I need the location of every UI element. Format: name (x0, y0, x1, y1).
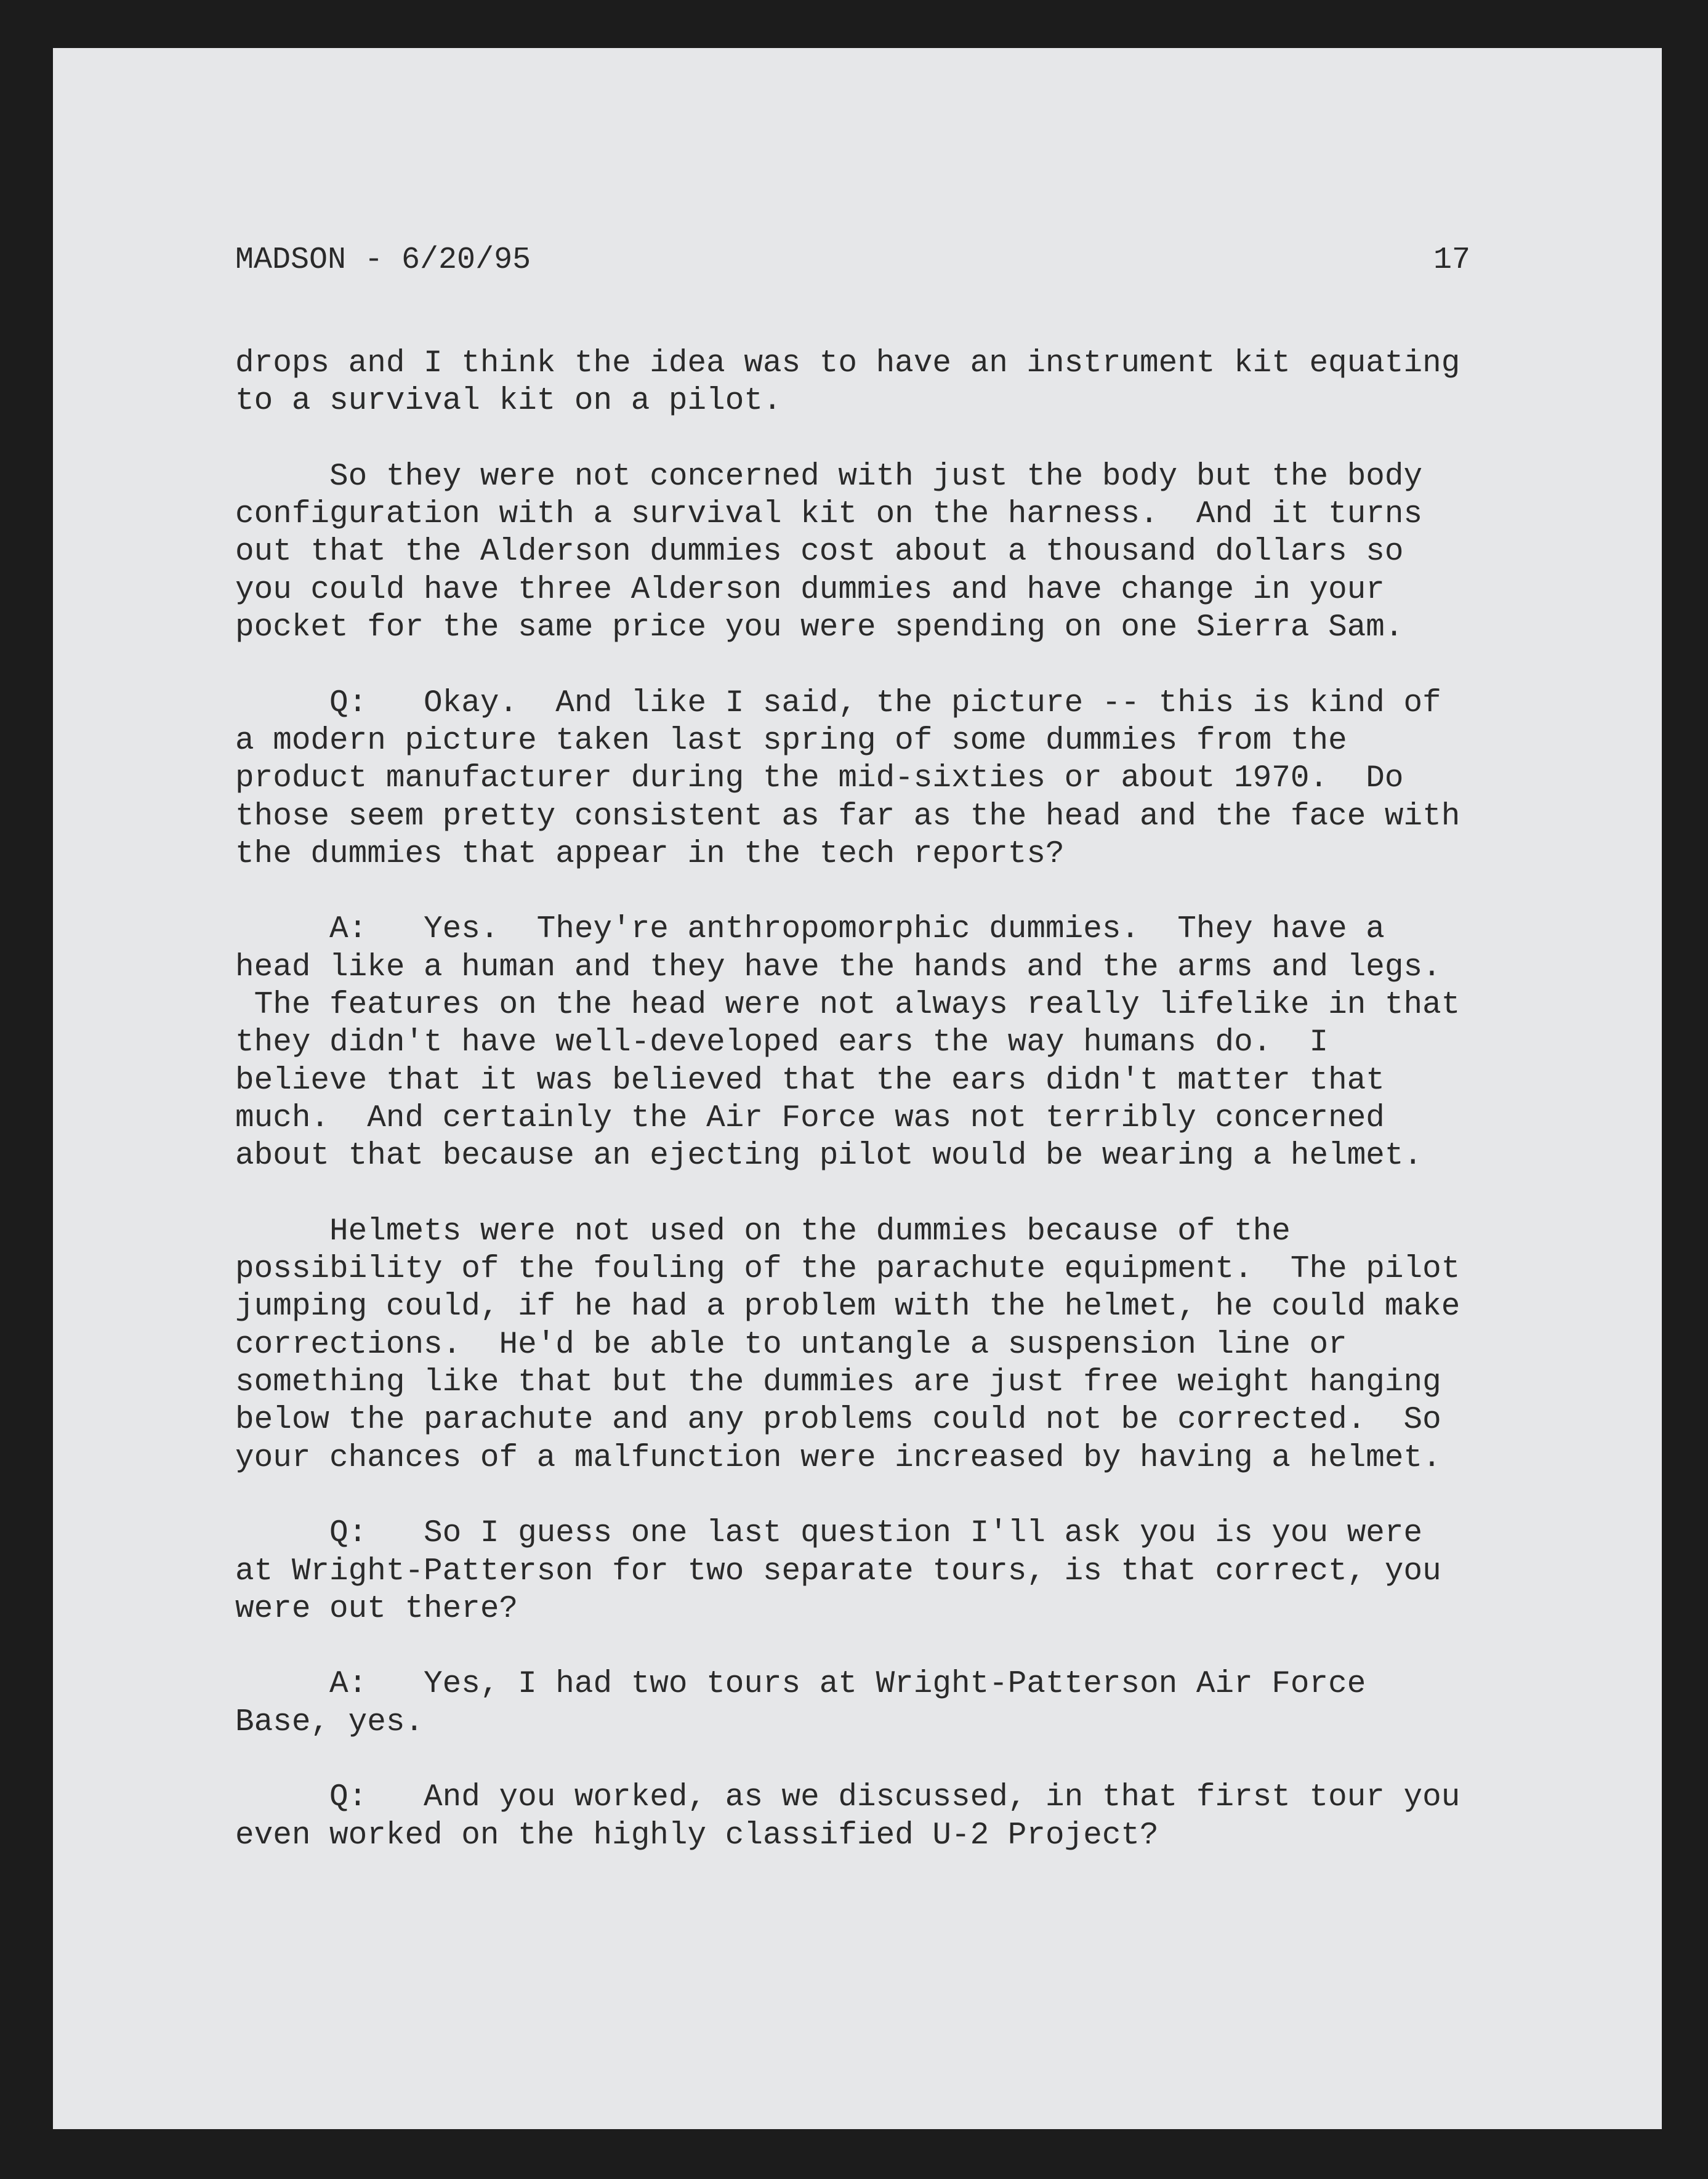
text-line: configuration with a survival kit on the harness. And it turns (235, 497, 1423, 533)
text-line: at Wright-Patterson for two separate tours, is that correct, you (235, 1553, 1441, 1589)
text-line: jumping could, if he had a problem with the helmet, he could make (235, 1289, 1460, 1325)
text-line: The features on the head were not always really lifelike in that (235, 988, 1460, 1023)
header-title: MADSON - 6/20/95 (235, 243, 531, 278)
transcript-paragraph (235, 685, 1497, 873)
text-line: Q: And you worked, as we discussed, in that first tour you (235, 1780, 1460, 1816)
text-line: those seem pretty consistent as far as the head and the face with (235, 799, 1460, 834)
transcript-paragraph (235, 1665, 1497, 1741)
text-line: pocket for the same price you were spending on one Sierra Sam. (235, 610, 1404, 646)
text-line: product manufacturer during the mid-sixties or about 1970. Do (235, 761, 1404, 797)
transcript-body (235, 345, 1497, 1892)
page-number: 17 (1433, 243, 1470, 278)
text-line: A: Yes, I had two tours at Wright-Patterson Air Force (235, 1667, 1366, 1702)
text-line: A: Yes. They're anthropomorphic dummies. They have a (235, 912, 1385, 948)
text-line: Q: So I guess one last question I'll ask you is you were (235, 1516, 1423, 1552)
text-line: your chances of a malfunction were increased by having a helmet. (235, 1440, 1441, 1476)
text-line: below the parachute and any problems could not be corrected. So (235, 1403, 1441, 1438)
text-line: believe that it was believed that the ears didn't matter that (235, 1063, 1385, 1098)
text-line: Q: Okay. And like I said, the picture -- this is kind of (235, 685, 1441, 721)
text-line: the dummies that appear in the tech reports? (235, 836, 1065, 872)
text-line: about that because an ejecting pilot would be wearing a helmet. (235, 1138, 1423, 1174)
text-line: out that the Alderson dummies cost about a thousand dollars so (235, 534, 1404, 570)
text-line: they didn't have well-developed ears the way humans do. I (235, 1025, 1329, 1061)
text-line: even worked on the highly classified U-2 Project? (235, 1818, 1159, 1853)
text-line: you could have three Alderson dummies and have change in your (235, 572, 1385, 608)
transcript-paragraph (235, 458, 1497, 646)
text-line: Base, yes. (235, 1704, 424, 1740)
text-line: to a survival kit on a pilot. (235, 384, 782, 419)
text-line: a modern picture taken last spring of some dummies from the (235, 723, 1347, 759)
text-line: drops and I think the idea was to have an instrument kit equating (235, 346, 1460, 381)
transcript-paragraph (235, 1213, 1497, 1477)
page-header (235, 239, 1470, 282)
text-line: much. And certainly the Air Force was not terribly concerned (235, 1100, 1385, 1136)
text-line: possibility of the fouling of the parachute equipment. The pilot (235, 1252, 1460, 1287)
text-line: head like a human and they have the hands and the arms and legs. (235, 949, 1441, 985)
text-line: corrections. He'd be able to untangle a suspension line or (235, 1327, 1347, 1363)
transcript-paragraph (235, 1779, 1497, 1855)
transcript-paragraph (235, 911, 1497, 1175)
transcript-paragraph (235, 1515, 1497, 1628)
text-line: were out there? (235, 1591, 518, 1627)
text-line: Helmets were not used on the dummies because of the (235, 1214, 1291, 1249)
text-line: So they were not concerned with just the body but the body (235, 459, 1423, 494)
transcript-paragraph (235, 345, 1497, 421)
text-line: something like that but the dummies are just free weight hanging (235, 1365, 1441, 1401)
